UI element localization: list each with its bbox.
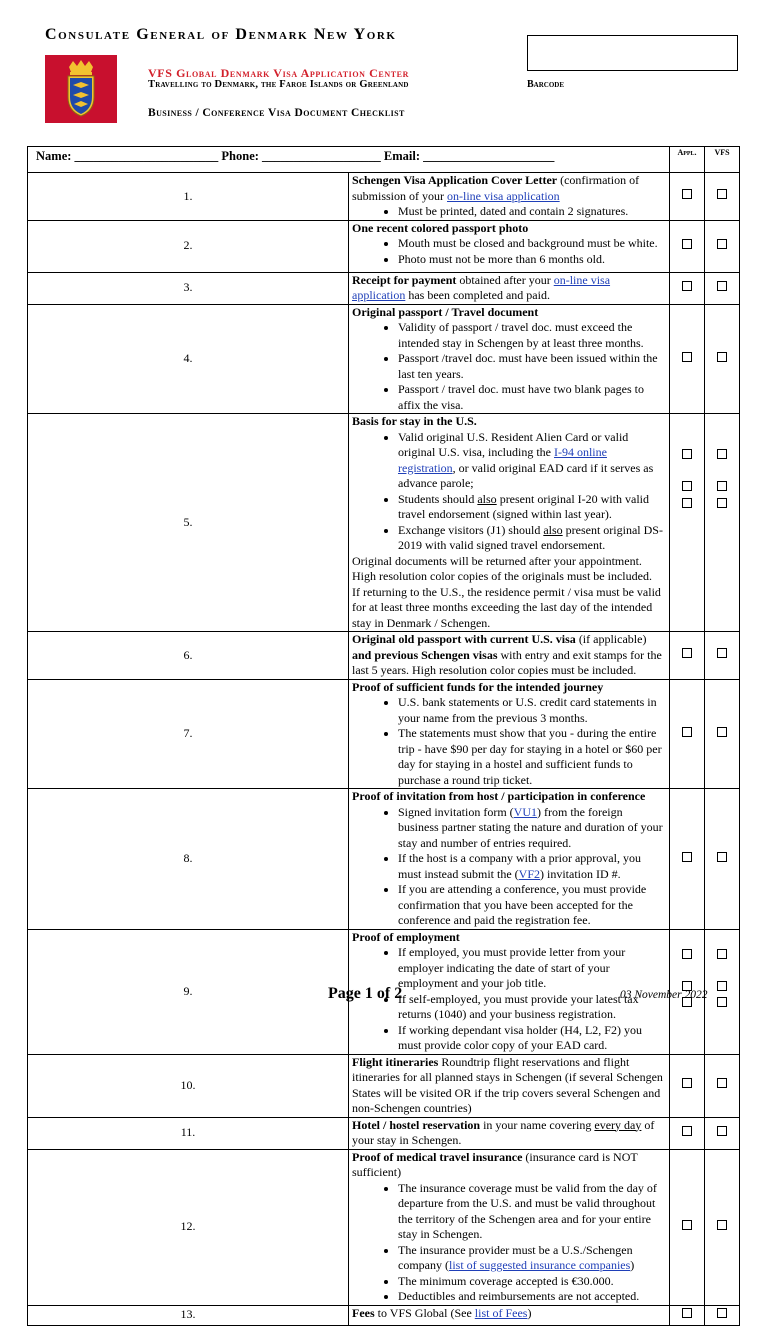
item-title: and previous Schengen visas: [352, 647, 498, 662]
item-text: (insurance card is NOT sufficient): [352, 1149, 638, 1179]
barcode-box: [527, 35, 738, 71]
item-number: 13.: [28, 1305, 349, 1325]
item-body: Fees to VFS Global (See list of Fees): [349, 1305, 670, 1325]
consulate-title: Consulate General of Denmark New York: [45, 26, 397, 43]
vfs-checkbox[interactable]: [705, 632, 740, 680]
online-visa-application-link[interactable]: on-line visa application: [352, 272, 611, 302]
list-item: • Students should also present original I-20 with valid travel endorsement (signed within last year).: [398, 492, 666, 523]
item-body: [349, 1149, 670, 1305]
item-number: 10.: [28, 1054, 349, 1117]
item-number: 4.: [28, 304, 349, 414]
barcode-label: Barcode: [527, 79, 565, 90]
item-number: 9.: [28, 929, 349, 1054]
vfs-checkbox[interactable]: [705, 173, 740, 221]
online-visa-application-link[interactable]: on-line visa application: [447, 188, 560, 203]
appl-checkbox[interactable]: [670, 632, 705, 680]
item-number: 2.: [28, 220, 349, 272]
item-title: Original passport / Travel document: [352, 304, 539, 319]
vf2-form-link[interactable]: VF2: [518, 866, 540, 881]
item-title: Proof of sufficient funds for the intended journey: [352, 679, 604, 694]
list-item: • The insurance provider must be a U.S./Schengen company (list of suggested insurance companies): [398, 1243, 666, 1274]
list-item: • Signed invitation form (VU1) from the foreign business partner stating the nature and duration of your stay and number of entries required.: [398, 805, 666, 852]
appl-checkbox[interactable]: [670, 304, 705, 414]
table-row: [28, 304, 740, 414]
checklist-title: Business / Conference Visa Document Checklist: [148, 107, 405, 119]
vfs-checkbox[interactable]: [705, 1305, 740, 1325]
item-number: 3.: [28, 272, 349, 304]
item-title: One recent colored passport photo: [352, 220, 529, 235]
item-number: 1.: [28, 173, 349, 221]
item-body: [349, 304, 670, 414]
item-title: Original old passport with current U.S. visa: [352, 632, 576, 646]
item-number: 11.: [28, 1117, 349, 1149]
list-item: • Deductibles and reimbursements are not accepted.: [398, 1289, 666, 1305]
header-row: [28, 147, 740, 173]
vfs-center-title: VFS Global Denmark Visa Application Center: [148, 66, 409, 80]
vfs-checkbox[interactable]: [705, 1117, 740, 1149]
table-row: [28, 1149, 740, 1305]
item-number: 7.: [28, 679, 349, 789]
table-row: [28, 679, 740, 789]
appl-checkbox[interactable]: [670, 1054, 705, 1117]
table-row: [28, 173, 740, 221]
item-text: (if applicable): [575, 632, 647, 646]
item-number: 8.: [28, 789, 349, 930]
item-title: Fees: [352, 1305, 375, 1320]
vfs-checkbox[interactable]: [705, 1149, 740, 1305]
vfs-checkbox[interactable]: [705, 304, 740, 414]
item-note: If returning to the U.S., the residence permit / visa must be valid for at least three months exceeding the last day of the intended stay in Denmark / Schengen.: [352, 584, 661, 630]
list-item: • If employed, you must provide letter from your employer indicating the date of start of your employment and your job title.: [398, 945, 666, 992]
item-body: [349, 1054, 670, 1117]
item-title: Hotel / hostel reservation: [352, 1117, 481, 1132]
item-body: [349, 789, 670, 930]
appl-checkbox[interactable]: [670, 679, 705, 789]
appl-checkbox[interactable]: [670, 272, 705, 304]
table-row: [28, 1117, 740, 1149]
table-row: [28, 789, 740, 930]
list-item: • Exchange visitors (J1) should also present original DS-2019 with valid signed travel endorsement.: [398, 523, 666, 554]
insurance-companies-link[interactable]: list of suggested insurance companies: [448, 1258, 631, 1272]
list-item: • If working dependant visa holder (H4, L2, F2) you must provide color copy of your EAD card.: [398, 1023, 666, 1054]
item-text: has been completed and paid.: [405, 288, 550, 302]
list-item: • Photo must not be more than 6 months old.: [398, 252, 666, 268]
col-appl-header: Appl.: [670, 147, 705, 173]
crest-icon: [61, 59, 101, 119]
item-body: [349, 414, 670, 632]
list-item: • Valid original U.S. Resident Alien Card or valid original U.S. visa, including the I-94 online registration, or valid original EAD card if it serves as advance parole;: [398, 430, 666, 492]
list-item: • The minimum coverage accepted is €30.000.: [398, 1274, 666, 1290]
danish-royal-crest-logo: [45, 55, 117, 123]
list-item: • U.S. bank statements or U.S. credit card statements in your name from the previous 3 months.: [398, 695, 666, 726]
list-of-fees-link[interactable]: list of Fees: [474, 1305, 528, 1320]
list-item: • If you are attending a conference, you must provide confirmation that you have been accepted for the conference and paid the registration fee.: [398, 882, 666, 929]
item-title: Proof of invitation from host / participation in conference: [352, 789, 646, 803]
item-body: [349, 173, 670, 221]
item-number: 6.: [28, 632, 349, 680]
table-row: [28, 272, 740, 304]
item-text: (confirmation of submission of your: [352, 173, 640, 203]
i94-registration-link[interactable]: I-94 online registration: [398, 445, 607, 475]
document-date: 03 November 2022: [620, 989, 708, 1001]
col-vfs-header: VFS: [705, 147, 740, 173]
table-row: [28, 1305, 740, 1325]
list-item: • The statements must show that you - during the entire trip - have $90 per day for staying in a hotel or $60 per day for staying in a hostel and sufficient funds to purchase a round trip ticket.: [398, 726, 666, 788]
item-title: Receipt for payment: [352, 272, 457, 287]
list-item: • Validity of passport / travel doc. must exceed the intended stay in Schengen by at least three months.: [398, 320, 666, 351]
checklist-table: [27, 146, 740, 1326]
appl-checkbox[interactable]: [670, 1149, 705, 1305]
vfs-checkbox[interactable]: [705, 679, 740, 789]
table-row: [28, 414, 740, 632]
list-item: • Passport / travel doc. must have two blank pages to affix the visa.: [398, 382, 666, 413]
vfs-checkbox[interactable]: [705, 1054, 740, 1117]
item-number: 12.: [28, 1149, 349, 1305]
item-number: 5.: [28, 414, 349, 632]
list-item: • If self-employed, you must provide your latest tax returns (1040) and your business registration.: [398, 992, 666, 1023]
item-title: Schengen Visa Application Cover Letter: [352, 173, 558, 187]
appl-checkboxes[interactable]: [670, 414, 705, 632]
item-body: [349, 679, 670, 789]
item-body: [349, 632, 670, 680]
vfs-checkbox[interactable]: [705, 789, 740, 930]
list-item: • Mouth must be closed and background must be white.: [398, 236, 666, 252]
appl-checkbox[interactable]: [670, 789, 705, 930]
vu1-form-link[interactable]: VU1: [513, 804, 537, 819]
item-title: Proof of employment: [352, 929, 460, 944]
item-text: with entry and exit stamps for the last 5 years. High resolution color copies must be included.: [352, 647, 662, 677]
appl-checkbox[interactable]: [670, 1305, 705, 1325]
item-title: Flight itineraries: [352, 1054, 439, 1069]
table-row: [28, 220, 740, 272]
list-item: • The insurance coverage must be valid from the day of departure from the U.S. and must be valid throughout the territory of the Schengen area and for your entire stay in Schengen.: [398, 1181, 666, 1243]
item-body: [349, 272, 670, 304]
table-row: [28, 1054, 740, 1117]
item-title: Proof of medical travel insurance: [352, 1149, 523, 1164]
vfs-checkbox[interactable]: [705, 272, 740, 304]
item-title: Basis for stay in the U.S.: [352, 414, 477, 428]
vfs-subtitle: Travelling to Denmark, the Faroe Islands or Greenland: [148, 79, 409, 90]
list-item: • If the host is a company with a prior approval, you must instead submit the (VF2) invitation ID #.: [398, 851, 666, 882]
vfs-checkbox[interactable]: [705, 220, 740, 272]
item-note: Original documents will be returned after your appointment. High resolution color copies of the originals must be included.: [352, 553, 652, 583]
page-number: Page 1 of 2: [328, 985, 403, 1002]
vfs-checkboxes[interactable]: [705, 929, 740, 1054]
list-item: • Must be printed, dated and contain 2 signatures.: [398, 204, 666, 220]
name-phone-email-field[interactable]: Name: _______________________ Phone: ___________________ Email: _____________________: [28, 147, 670, 173]
item-body: [349, 220, 670, 272]
vfs-checkboxes[interactable]: [705, 414, 740, 632]
list-item: • Passport /travel doc. must have been issued within the last ten years.: [398, 351, 666, 382]
item-body: Hotel / hostel reservation in your name covering every day of your stay in Schengen.: [349, 1117, 670, 1149]
appl-checkbox[interactable]: [670, 220, 705, 272]
table-row: [28, 632, 740, 680]
item-text: Roundtrip flight reservations and flight itineraries for all planned stays in Schengen (if several Schengen States will be visited OR if the trip covers several Schengen and non-Schengen countries): [352, 1054, 663, 1115]
item-text: obtained after your: [456, 272, 554, 287]
appl-checkbox[interactable]: [670, 173, 705, 221]
appl-checkbox[interactable]: [670, 1117, 705, 1149]
